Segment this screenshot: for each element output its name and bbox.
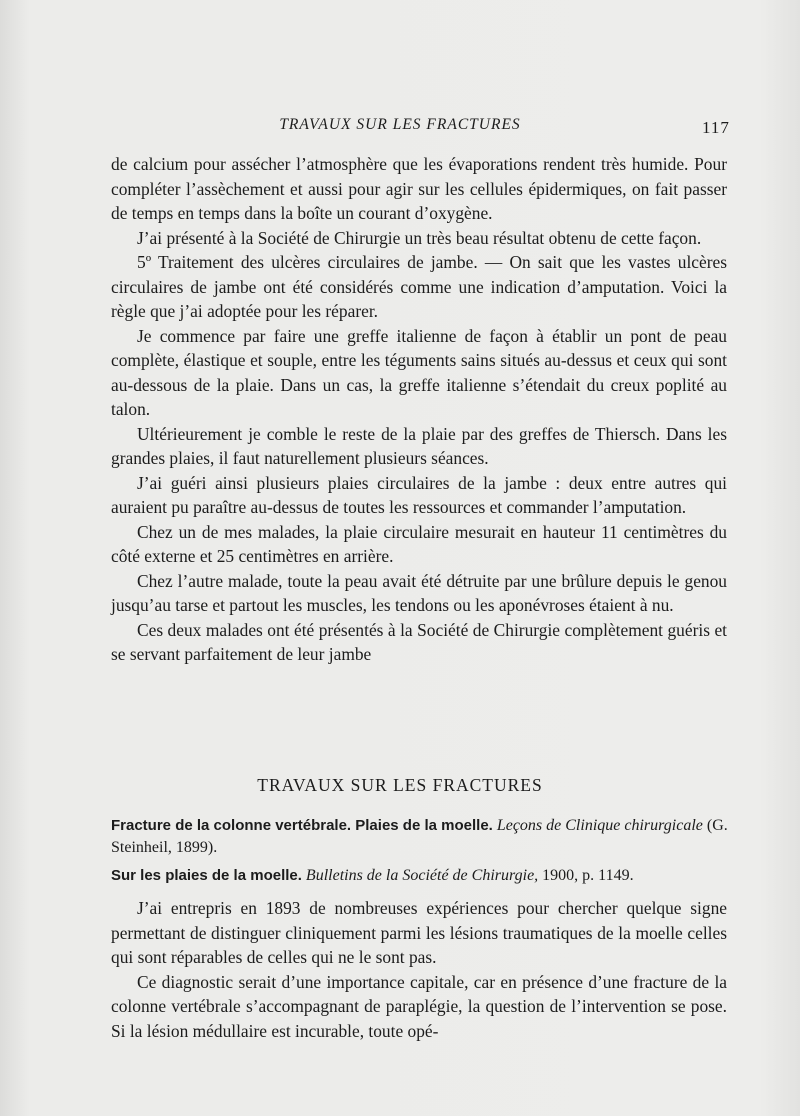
- paragraph: J’ai guéri ainsi plusieurs plaies circulaires de la jambe : deux entre autres qui auraient pu paraître au-dessus de toutes les ressources et commander l’amputation.: [111, 472, 727, 517]
- running-head: TRAVAUX SUR LES FRACTURES: [279, 116, 521, 133]
- reference-title: Sur les plaies de la moelle.: [111, 867, 302, 884]
- reference-title: Fracture de la colonne vertébrale. Plaies de la moelle.: [111, 817, 493, 834]
- section-heading: TRAVAUX SUR LES FRACTURES: [257, 775, 543, 795]
- reference-details: (G. Steinheil, 1899).: [111, 817, 728, 856]
- paragraph: Je commence par faire une greffe italienne de façon à établir un pont de peau complète, élastique et souple, entre les téguments sains situés au-dessus et ceux qui sont au-dessous de la plaie. Dans un cas, la greffe italienne s’étendait du creux poplité au talon.: [111, 325, 727, 419]
- reference-source: Leçons de Clinique chirurgicale: [496, 817, 703, 834]
- paragraph: Ultérieurement je comble le reste de la plaie par des greffes de Thiersch. Dans les grandes plaies, il faut naturellement plusieurs séances.: [111, 423, 727, 468]
- paragraph: Ce diagnostic serait d’une importance capitale, car en présence d’une fracture de la colonne vertébrale s’accompagnant de paraplégie, la question de l’intervention se pose. Si la lésion médullaire est incurable, toute opé-: [111, 971, 727, 1041]
- paragraph: Ces deux malades ont été présentés à la Société de Chirurgie complètement guéris et se servant parfaitement de leur jambe: [111, 619, 727, 664]
- paragraph: J’ai entrepris en 1893 de nombreuses expériences pour chercher quelque signe permettant de distinguer cliniquement parmi les lésions traumatiques de la moelle celles qui sont réparables de celles qui ne le sont pas.: [111, 898, 727, 967]
- paragraph: J’ai présenté à la Société de Chirurgie un très beau résultat obtenu de cette façon.: [137, 227, 702, 248]
- reference-source: Bulletins de la Société de Chirurgie,: [305, 867, 539, 884]
- paragraph: Chez l’autre malade, toute la peau avait été détruite par une brûlure depuis le genou jusqu’au tarse et partout les muscles, les tendons ou les aponévroses étaient à nu.: [111, 570, 727, 615]
- paragraph: 5º Traitement des ulcères circulaires de jambe. — On sait que les vastes ulcères circulaires de jambe ont été considérés comme une indication d’amputation. Voici la règle que j’ai adoptée pour les réparer.: [111, 252, 727, 321]
- paragraph: de calcium pour assécher l’atmosphère que les évaporations rendent très humide. Pour compléter l’assèchement et aussi pour agir sur les cellules épidermiques, on fait passer de temps en temps dans la boîte un courant d’oxygène.: [111, 154, 727, 223]
- body-text-bottom: [111, 896, 727, 1043]
- body-text-top: [111, 152, 727, 667]
- page-number: 117: [702, 118, 730, 137]
- references-list: [111, 815, 733, 893]
- reference-details: 1900, p. 1149.: [542, 867, 634, 884]
- paragraph: Chez un de mes malades, la plaie circulaire mesurait en hauteur 11 centimètres du côté externe et 25 centimètres en arrière.: [111, 521, 727, 566]
- reference-entry: [111, 865, 733, 887]
- reference-entry: [111, 815, 733, 859]
